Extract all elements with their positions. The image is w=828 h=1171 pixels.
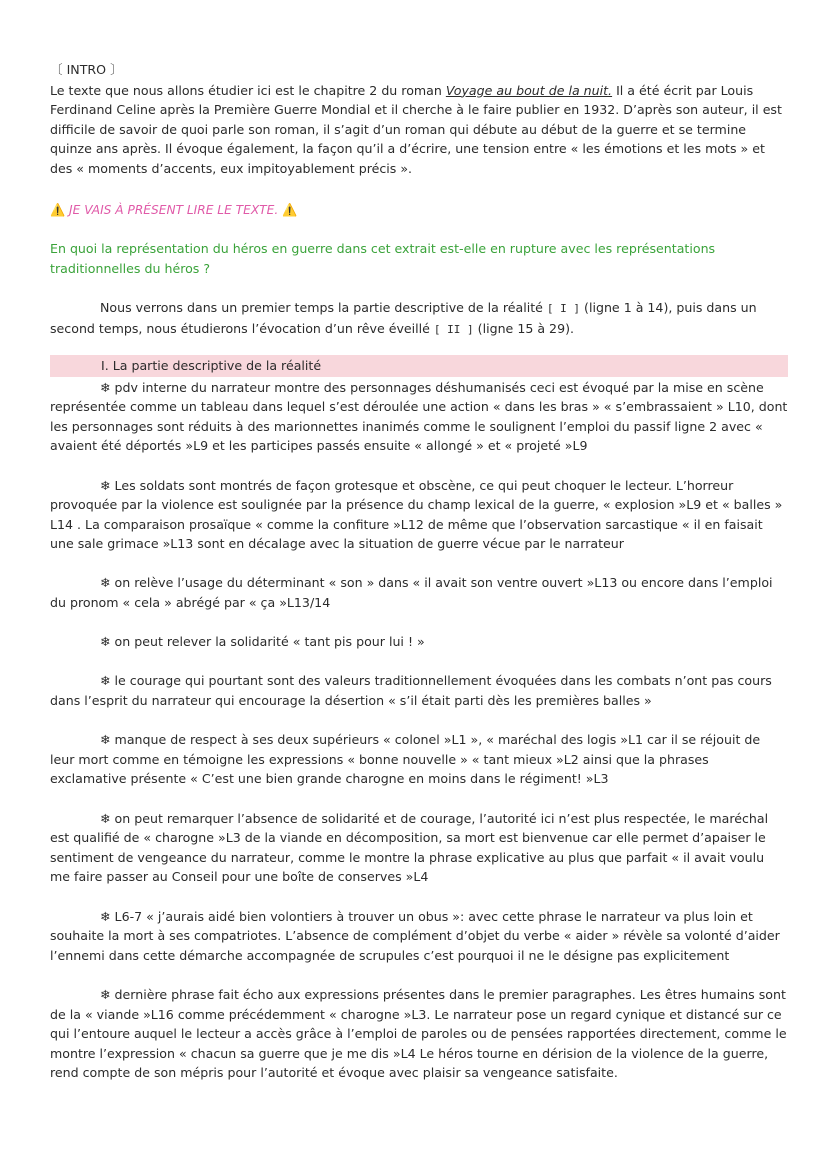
problematic-question: En quoi la représentation du héros en guerre dans cet extrait est-elle en rupture avec les représentations traditionnelles du héros ? [50, 241, 716, 276]
plan-text-b: (ligne 1 à 14), puis dans un second temps, nous étudierons l’évocation d’un rêve éveillé [50, 300, 757, 336]
bullet-paragraph: ❄ Les soldats sont montrés de façon grotesque et obscène, ce qui peut choquer le lecteur. L’horreur provoquée par la violence est soulignée par la présence du champ lexical de la guerre, « explosion »L9 et « balles » L14 . La comparaison prosaïque « comme la confiture »L12 de même que l’observation sarcastique « il en faisait une sale grimace »L13 sont en décalage avec la situation de guerre vécue par le narrateur [50, 477, 783, 552]
bullet-paragraph: ❄ pdv interne du narrateur montre des personnages déshumanisés ceci est évoqué par la mise en scène représentée comme un tableau dans lequel s’est déroulée une action « dans les bras » « s’embrassaient » L10, dont les personnages sont réduits à des marionnettes inanimés comme le soulignent l’emploi du passif ligne 2 avec « avaient été déportés »L9 et les participes passés ensuite « allongé » et « projeté »L9 [50, 379, 788, 454]
plan-text-a: Nous verrons dans un premier temps la partie descriptive de la réalité [100, 300, 547, 316]
intro-text-start: Le texte que nous allons étudier ici est le chapitre 2 du roman [50, 82, 446, 98]
warning-icon: ⚠️ [50, 202, 66, 217]
plan-marker-2: [ II ] [433, 322, 474, 336]
plan-paragraph [50, 298, 788, 339]
intro-label: 〔 INTRO 〕 [50, 62, 123, 77]
bullet-paragraph: ❄ L6-7 « j’aurais aidé bien volontiers à trouver un obus »: avec cette phrase le narrateur va plus loin et souhaite la mort à ses compatriotes. L’absence de complément d’objet du verbe « aider » révèle sa volonté d’aider l’ennemi dans cette démarche accompagnée de scrupules c’est pourquoi il ne le désigne pas explicitement [50, 908, 780, 963]
bullet-paragraph: ❄ manque de respect à ses deux supérieurs « colonel »L1 », « maréchal des logis »L1 car il se réjouit de leur mort comme en témoigne les expressions « bonne nouvelle » « tant mieux »L2 ainsi que la phrases exclamative présente « C’est une bien grande charogne en moins dans le régiment! »L3 [50, 732, 761, 787]
bullet-paragraph: ❄ le courage qui pourtant sont des valeurs traditionnellement évoquées dans les combats n’ont pas cours dans l’esprit du narrateur qui encourage la désertion « s’il était parti dès les premières balles » [50, 673, 772, 709]
novel-title: Voyage au bout de la nuit. [445, 82, 613, 98]
plan-text-c: (ligne 15 à 29). [473, 320, 575, 336]
bullet-paragraph: ❄ on peut remarquer l’absence de solidarité et de courage, l’autorité ici n’est plus respectée, le maréchal est qualifié de « charogne »L3 de la viande en décomposition, sa mort est bienvenue car elle permet d’apaiser le sentiment de vengeance du narrateur, comme le montre la phrase explicative au plus que parfait « il avait voulu me faire passer au Conseil pour une boîte de conserves »L4 [50, 810, 769, 885]
intro-paragraph [50, 81, 788, 179]
warning-text: JE VAIS À PRÉSENT LIRE LE TEXTE. [65, 202, 283, 217]
plan-marker-1: [ I ] [546, 302, 581, 316]
intro-text-end: Il a été écrit par Louis Ferdinand Celine après la Première Guerre Mondial et il cherche à le faire publier en 1932. D’après son auteur, il est difficile de savoir de quoi parle son roman, il s’agit d’un roman qui débute au début de la guerre et se termine quinze ans après. Il évoque également, la façon qu’il a d’écrire, une tension entre « les émotions et les mots » et des « moments d’accents, eux impitoyablement précis ». [50, 82, 782, 176]
bullet-paragraph: ❄ on relève l’usage du déterminant « son » dans « il avait son ventre ouvert »L13 ou encore dans l’emploi du pronom « cela » abrégé par « ça »L13/14 [50, 575, 773, 611]
bullet-paragraph: ❄ dernière phrase fait écho aux expressions présentes dans le premier paragraphes. Les êtres humains sont de la « viande »L16 comme précédemment « charogne »L3. Le narrateur pose un regard cynique et distancé sur ce qui l’entoure auquel le lecteur a accès grâce à l’emploi de paroles ou de pensées rapportées directement, comme le montre l’expression « chacun sa guerre que je me dis »L4 Le héros tourne en dérision de la violence de la guerre, rend compte de son mépris pour l’autorité et évoque avec plaisir sa vengeance satisfaite. [50, 986, 787, 1081]
bullet-paragraph: ❄ on peut relever la solidarité « tant pis pour lui ! » [100, 634, 425, 650]
warning-icon-end: ⚠️ [282, 202, 298, 217]
reading-warning [50, 201, 788, 221]
section-heading: I. La partie descriptive de la réalité [50, 355, 788, 377]
